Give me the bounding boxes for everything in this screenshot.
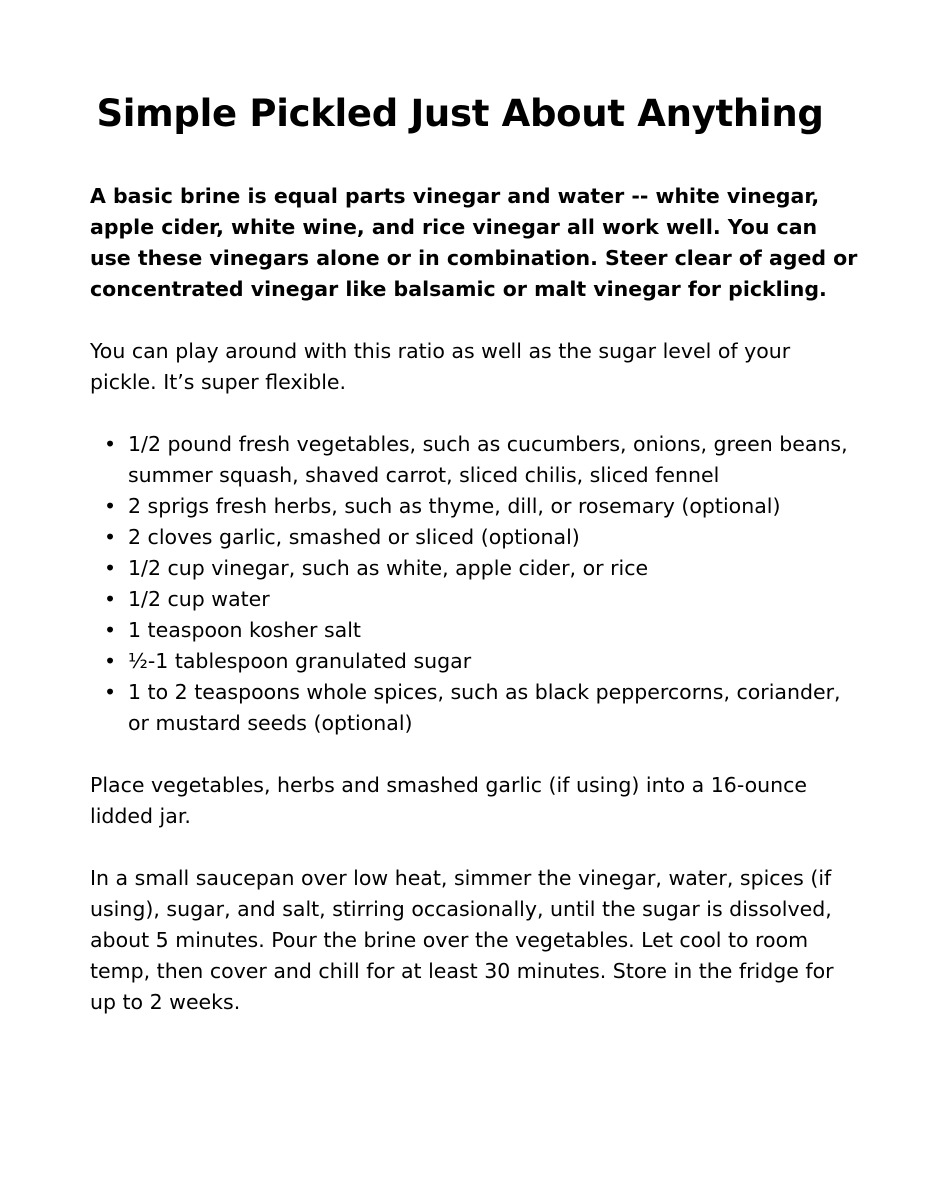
ingredient-item (104, 646, 860, 677)
ingredient-item (104, 429, 860, 491)
bullet-icon: • (104, 680, 117, 704)
ingredient-text: 1/2 pound fresh vegetables, such as cucumbers, onions, green beans, summer squash, shaved carrot, sliced chilis, sliced fennel (128, 432, 848, 487)
bullet-icon: • (104, 494, 117, 518)
step-1-paragraph: Place vegetables, herbs and smashed garlic (if using) into a 16-ounce lidded jar. (90, 773, 808, 828)
ingredient-list (90, 429, 860, 739)
ingredient-text: 1/2 cup vinegar, such as white, apple cider, or rice (128, 556, 649, 580)
bullet-icon: • (104, 587, 117, 611)
ingredient-item (104, 677, 860, 739)
page-title: Simple Pickled Just About Anything (96, 92, 824, 135)
recipe-body (90, 181, 860, 1018)
ingredient-text: 1/2 cup water (128, 587, 270, 611)
ingredient-text: 2 cloves garlic, smashed or sliced (optional) (128, 525, 580, 549)
bullet-icon: • (104, 649, 117, 673)
ingredient-item (104, 522, 860, 553)
bullet-icon: • (104, 556, 117, 580)
bullet-icon: • (104, 525, 117, 549)
bullet-icon: • (104, 618, 117, 642)
step-2-paragraph: In a small saucepan over low heat, simmer the vinegar, water, spices (if using), sugar, and salt, stirring occasionally, until the sugar is dissolved, about 5 minutes. Pour the brine over the vegetables. Let cool to room temp, then cover and chill for at least 30 minutes. Store in the fridge for up to 2 weeks. (90, 866, 834, 1014)
ingredient-item (104, 553, 860, 584)
ingredient-text: 1 teaspoon kosher salt (128, 618, 361, 642)
ingredient-item (104, 491, 860, 522)
ingredient-text: 2 sprigs fresh herbs, such as thyme, dill, or rosemary (optional) (128, 494, 781, 518)
ingredient-text: ½-1 tablespoon granulated sugar (128, 649, 472, 673)
ratio-note-paragraph: You can play around with this ratio as well as the sugar level of your pickle. It’s super flexible. (90, 339, 791, 394)
intro-paragraph: A basic brine is equal parts vinegar and water -- white vinegar, apple cider, white wine, and rice vinegar all work well. You can use these vinegars alone or in combination. Steer clear of aged or concentrated vinegar like balsamic or malt vinegar for pickling. (90, 184, 858, 301)
ingredient-text: 1 to 2 teaspoons whole spices, such as black peppercorns, coriander, or mustard seeds (optional) (128, 680, 841, 735)
bullet-icon: • (104, 432, 117, 456)
ingredient-item (104, 615, 860, 646)
ingredient-item (104, 584, 860, 615)
